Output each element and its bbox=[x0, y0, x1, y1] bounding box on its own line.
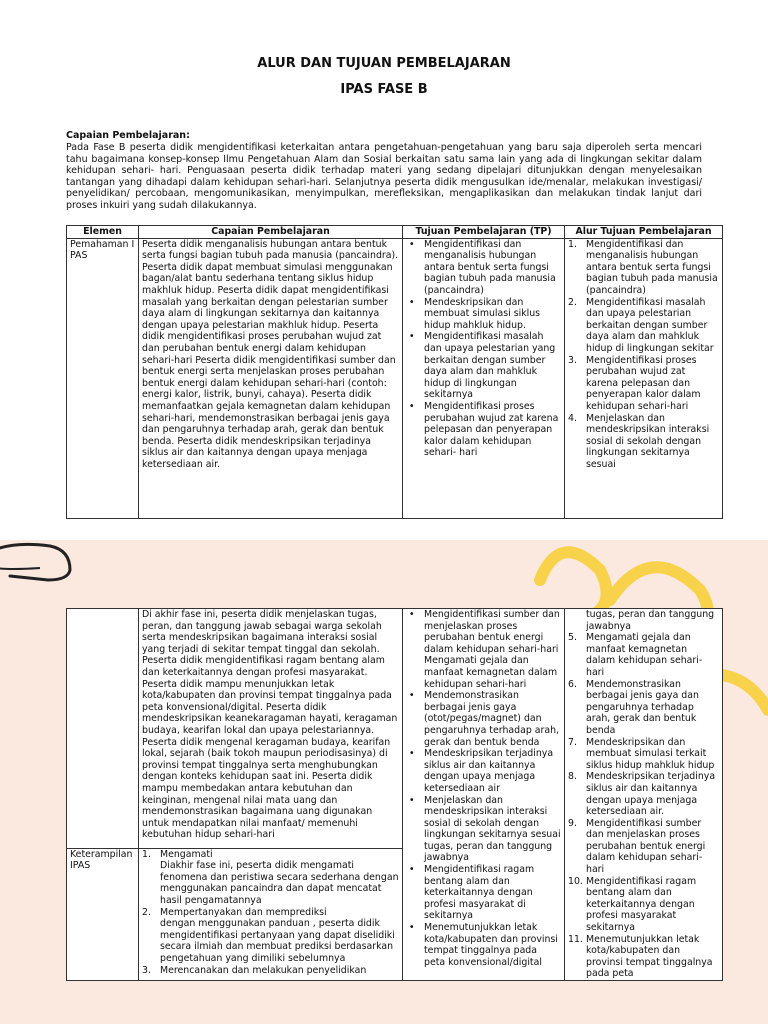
atp-table-part-2 bbox=[66, 608, 723, 981]
tp-item: • Mengidentifikasi masalah dan upaya pelestarian yang berkaitan dengan sumber daya alam dan mahkluk hidup di lingkungan sekitarnya bbox=[424, 331, 561, 401]
atp-item: 6. Mendemonstrasikan berbagai jenis gaya dan pengaruhnya terhadap arah, gerak dan bentuk benda bbox=[568, 678, 699, 736]
atp-item: tugas, peran dan tanggung jawabnya bbox=[586, 609, 715, 632]
keterampilan-item: 1. Mengamati Diakhir fase ini, peserta didik mengamati fenomena dan peristiwa secara sederhana dengan menggunakan pancaindra dan dapat mencatat hasil pengamatannya bbox=[142, 848, 399, 907]
cell-atp bbox=[565, 609, 723, 981]
capaian-heading: Capaian Pembelajaran: bbox=[66, 130, 190, 141]
tp-item: • Mengidentifikasi sumber dan menjelaskan proses perubahan bentuk energi dalam kehidupan sehari-hari Mengamati gejala dan manfaat kemagnetan dalam kehidupan sehari-hari bbox=[424, 609, 561, 690]
keterampilan-item: 2. Mempertanyakan dan memprediksi dengan menggunakan panduan , peserta didik mengidentifikasi pertanyaan yang dapat diselidiki secara ilmiah dan membuat prediksi berdasarkan pengetahuan yang dimiliki sebelumnya bbox=[142, 906, 395, 965]
atp-item: 2. Mengidentifikasi masalah dan upaya pelestarian berkaitan dengan sumber daya alam dan mahkluk hidup di lingkungan sekitar bbox=[568, 296, 714, 354]
keterampilan-item: 3. Merencanakan dan melakukan penyelidikan bbox=[142, 964, 367, 976]
cell-keterampilan bbox=[139, 848, 403, 980]
cell-elemen-empty bbox=[67, 609, 139, 849]
cell-capaian: Peserta didik menganalisis hubungan antara bentuk serta fungsi bagian tubuh pada manusia (pancaindra). Peserta didik dapat membuat simulasi menggunakan bagan/alat bantu sederhana tentang siklus hidup makhluk hidup. Peserta didik dapat mengidentifikasi masalah yang berkaitan dengan pelestarian sumber daya alam di lingkungan sekitarnya dan kaitannya dengan upaya pelestarian makhluk hidup. Peserta didik mengidentifikasi proses perubahan wujud zat dan perubahan bentuk energi dalam kehidupan sehari-hari Peserta didik mengidentifikasi sumber dan bentuk energi serta menjelaskan proses perubahan bentuk energi dalam kehidupan sehari-hari (contoh: energi kalor, listrik, bunyi, cahaya). Peserta didik memanfaatkan gejala kemagnetan dalam kehidupan sehari-hari, mendemonstrasikan berbagai jenis gaya dan pengaruhnya terhadap arah, gerak dan bentuk benda. Peserta didik mendeskripsikan terjadinya siklus air dan kaitannya dengan upaya menjaga ketersediaan air. bbox=[139, 238, 403, 518]
document-title: ALUR DAN TUJUAN PEMBELAJARAN bbox=[257, 56, 511, 71]
document-subtitle: IPAS FASE B bbox=[340, 82, 428, 97]
cell-elemen-keterampilan: Keterampilan IPAS bbox=[67, 848, 139, 980]
atp-item: 3. Mengidentifikasi proses perubahan wujud zat karena pelepasan dan penyerapan kalor dalam kehidupan sehari-hari bbox=[568, 354, 701, 412]
tp-item: • Mengidentifikasi ragam bentang alam dan keterkaitannya dengan profesi masyarakat di sekitarnya bbox=[424, 864, 561, 922]
atp-item: 9. Mengidentifikasi sumber dan menjelaskan proses perubahan bentuk energi dalam kehidupan sehari-hari bbox=[568, 817, 706, 876]
atp-item: 1. Mengidentifikasi dan menganalisis hubungan antara bentuk serta fungsi bagian tubuh pada manusia (pancaindra) bbox=[568, 238, 718, 296]
tp-item: • Mengidentifikasi proses perubahan wujud zat karena pelepasan dan penyerapan kalor dalam kehidupan sehari- hari bbox=[424, 401, 561, 459]
cell-capaian: Di akhir fase ini, peserta didik menjelaskan tugas, peran, dan tanggung jawab sebagai warga sekolah serta mendeskripsikan bagaimana interaksi sosial yang terjadi di sekitar tempat tinggal dan sekolah. Peserta didik mengidentifikasi ragam bentang alam dan keterkaitannya dengan profesi masyarakat. Peserta didik mampu menunjukkan letak kota/kabupaten dan provinsi tempat tinggalnya pada peta konvensional/digital. Peserta didik mendeskripsikan keanekaragaman hayati, keragaman budaya, kearifan lokal dan upaya pelestariannya. Peserta didik mengenal keragaman budaya, kearifan lokal, sejarah (baik tokoh maupun periodisasinya) di provinsi tempat tinggalnya serta menghubungkan dengan konteks kehidupan saat ini. Peserta didik mampu membedakan antara kebutuhan dan keinginan, mengenal nilai mata uang dan mendemonstrasikan bagaimana uang digunakan untuk mendapatkan nilai manfaat/ memenuhi kebutuhan hidup sehari-hari bbox=[139, 609, 403, 849]
tp-item: • Menemutunjukkan letak kota/kabupaten dan provinsi tempat tinggalnya pada peta konvensional/digital bbox=[424, 922, 561, 968]
cell-atp bbox=[565, 238, 723, 518]
capaian-paragraph: Pada Fase B peserta didik mengidentifikasi keterkaitan antara pengetahuan-pengetahuan yang baru saja diperoleh serta mencari tahu bagaimana konsep-konsep Ilmu Pengetahuan Alam dan Sosial berkaitan satu sama lain yang ada di lingkungan sekitar dalam kehidupan sehari- hari. Penguasaan peserta didik terhadap materi yang sedang dipelajari ditunjukkan dengan menyelesaikan tantangan yang dihadapi dalam kehidupan sehari-hari. Selanjutnya peserta didik mengusulkan ide/menalar, melakukan investigasi/ penyelidikan/ percobaan, mengomunikasikan, menyimpulkan, merefleksikan, mengaplikasikan dan melakukan tindak lanjut dari proses inkuiri yang sudah dilakukannya. bbox=[66, 142, 702, 211]
atp-item: 11. Menemutunjukkan letak kota/kabupaten dan provinsi tempat tinggalnya pada peta bbox=[568, 933, 713, 980]
tp-item: • Mendeskripsikan dan membuat simulasi siklus hidup mahkluk hidup. bbox=[424, 297, 561, 332]
tp-item: • Menjelaskan dan mendeskripsikan interaksi sosial di sekolah dengan lingkungan sekitarnya sesuai tugas, peran dan tanggung jawabnya bbox=[424, 795, 561, 865]
cell-tp bbox=[403, 238, 565, 518]
cell-elemen: Pemahaman IPAS bbox=[67, 238, 139, 518]
header-tp: Tujuan Pembelajaran (TP) bbox=[403, 226, 565, 239]
header-capaian: Capaian Pembelajaran bbox=[139, 226, 403, 239]
atp-table-part-1 bbox=[66, 225, 723, 519]
atp-item: 4. Menjelaskan dan mendeskripsikan interaksi sosial di sekolah dengan lingkungan sekitarnya sesuai bbox=[568, 412, 710, 470]
header-elemen: Elemen bbox=[67, 226, 139, 239]
atp-item: 10. Mengidentifikasi ragam bentang alam dan keterkaitannya dengan profesi masyarakat sekitarnya bbox=[568, 875, 697, 934]
tp-item: • Mendemonstrasikan berbagai jenis gaya (otot/pegas/magnet) dan pengaruhnya terhadap arah, gerak dan bentuk benda bbox=[424, 690, 561, 748]
atp-item: 5. Mengamati gejala dan manfaat kemagnetan dalam kehidupan sehari-hari bbox=[568, 632, 703, 678]
atp-item: 7. Mendeskripsikan dan membuat simulasi terkait siklus hidup mahkluk hidup bbox=[568, 736, 715, 771]
cell-tp bbox=[403, 609, 565, 981]
tp-item: • Mendeskripsikan terjadinya siklus air dan kaitannya dengan upaya menjaga ketersediaan air bbox=[424, 748, 561, 794]
header-atp: Alur Tujuan Pembelajaran bbox=[565, 226, 723, 239]
atp-item: 8. Mendeskripsikan terjadinya siklus air dan kaitannya dengan upaya menjaga ketersediaan air. bbox=[568, 771, 716, 818]
tp-item: • Mengidentifikasi dan menganalisis hubungan antara bentuk serta fungsi bagian tubuh pada manusia (pancaindra) bbox=[424, 239, 561, 297]
